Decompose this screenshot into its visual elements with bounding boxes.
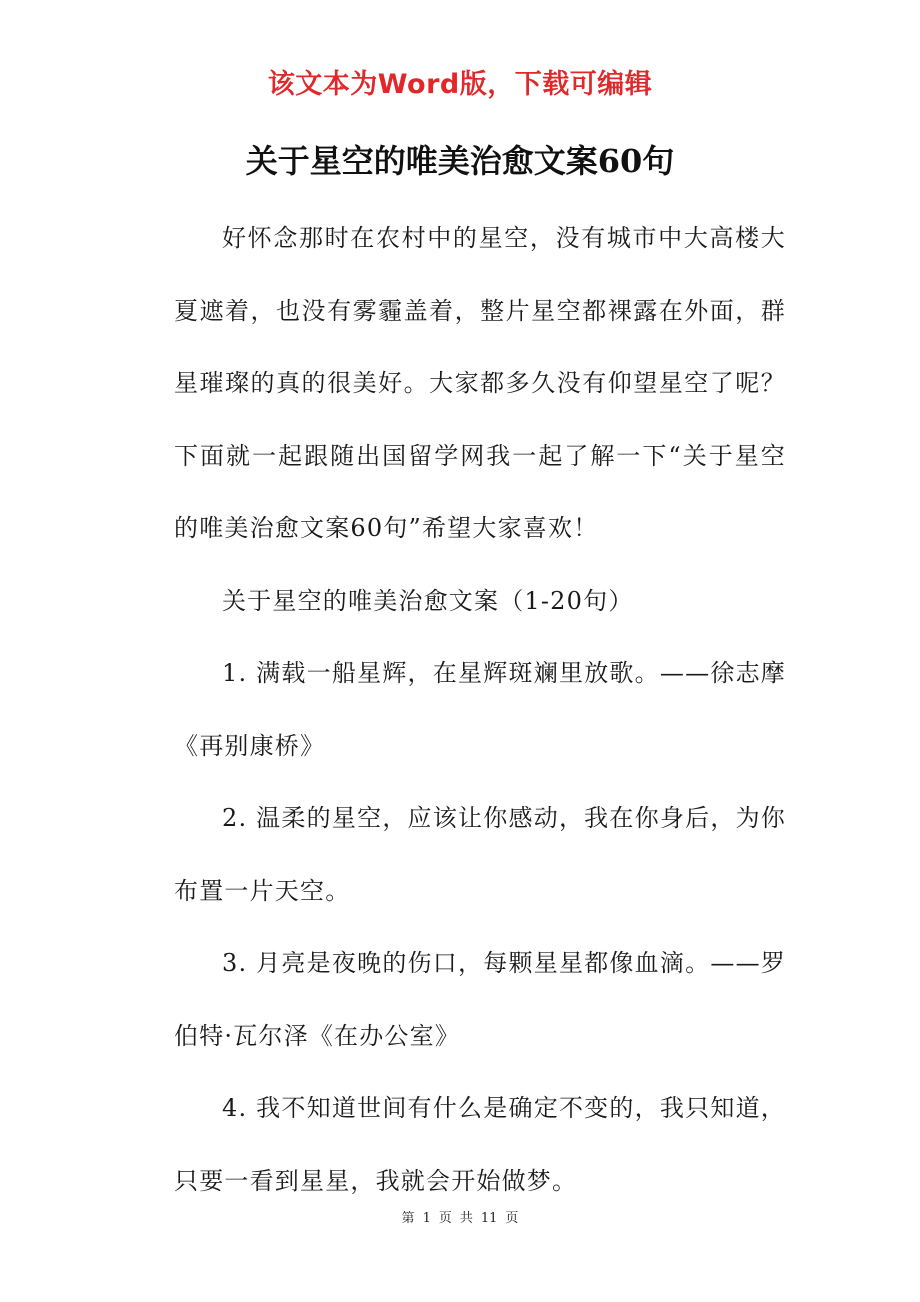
list-item: 1. 满载一船星辉，在星辉斑斓里放歌。——徐志摩《再别康桥》 — [174, 659, 786, 760]
page-footer — [0, 1207, 920, 1226]
footer-prefix: 第 — [401, 1211, 415, 1226]
list-item: 2. 温柔的星空，应该让你感动，我在你身后，为你布置一片天空。 — [174, 804, 786, 905]
document-body — [174, 202, 786, 1217]
page-title: 关于星空的唯美治愈文案60句 — [245, 142, 675, 180]
list-item: 4. 我不知道世间有什么是确定不变的，我只知道，只要一看到星星，我就会开始做梦。 — [174, 1094, 786, 1195]
page-number: 1 — [422, 1211, 431, 1226]
section-heading: 关于星空的唯美治愈文案（1-20句） — [222, 586, 634, 615]
footer-total-unit: 页 — [505, 1211, 519, 1226]
intro-paragraph: 好怀念那时在农村中的星空，没有城市中大高楼大夏遮着，也没有雾霾盖着，整片星空都裸露在外面，群星璀璨的真的很美好。大家都多久没有仰望星空了呢？下面就一起跟随出国留学网我一起了解一下“关于星空的唯美治愈文案60句”希望大家喜欢！ — [174, 224, 786, 542]
list-item: 3. 月亮是夜晚的伤口，每颗星星都像血滴。——罗伯特·瓦尔泽《在办公室》 — [174, 949, 786, 1050]
footer-page-unit: 页 — [438, 1211, 452, 1226]
page-total: 11 — [480, 1211, 498, 1226]
footer-total-prefix: 共 — [459, 1211, 473, 1226]
download-banner: 该文本为Word版，下载可编辑 — [267, 69, 653, 100]
